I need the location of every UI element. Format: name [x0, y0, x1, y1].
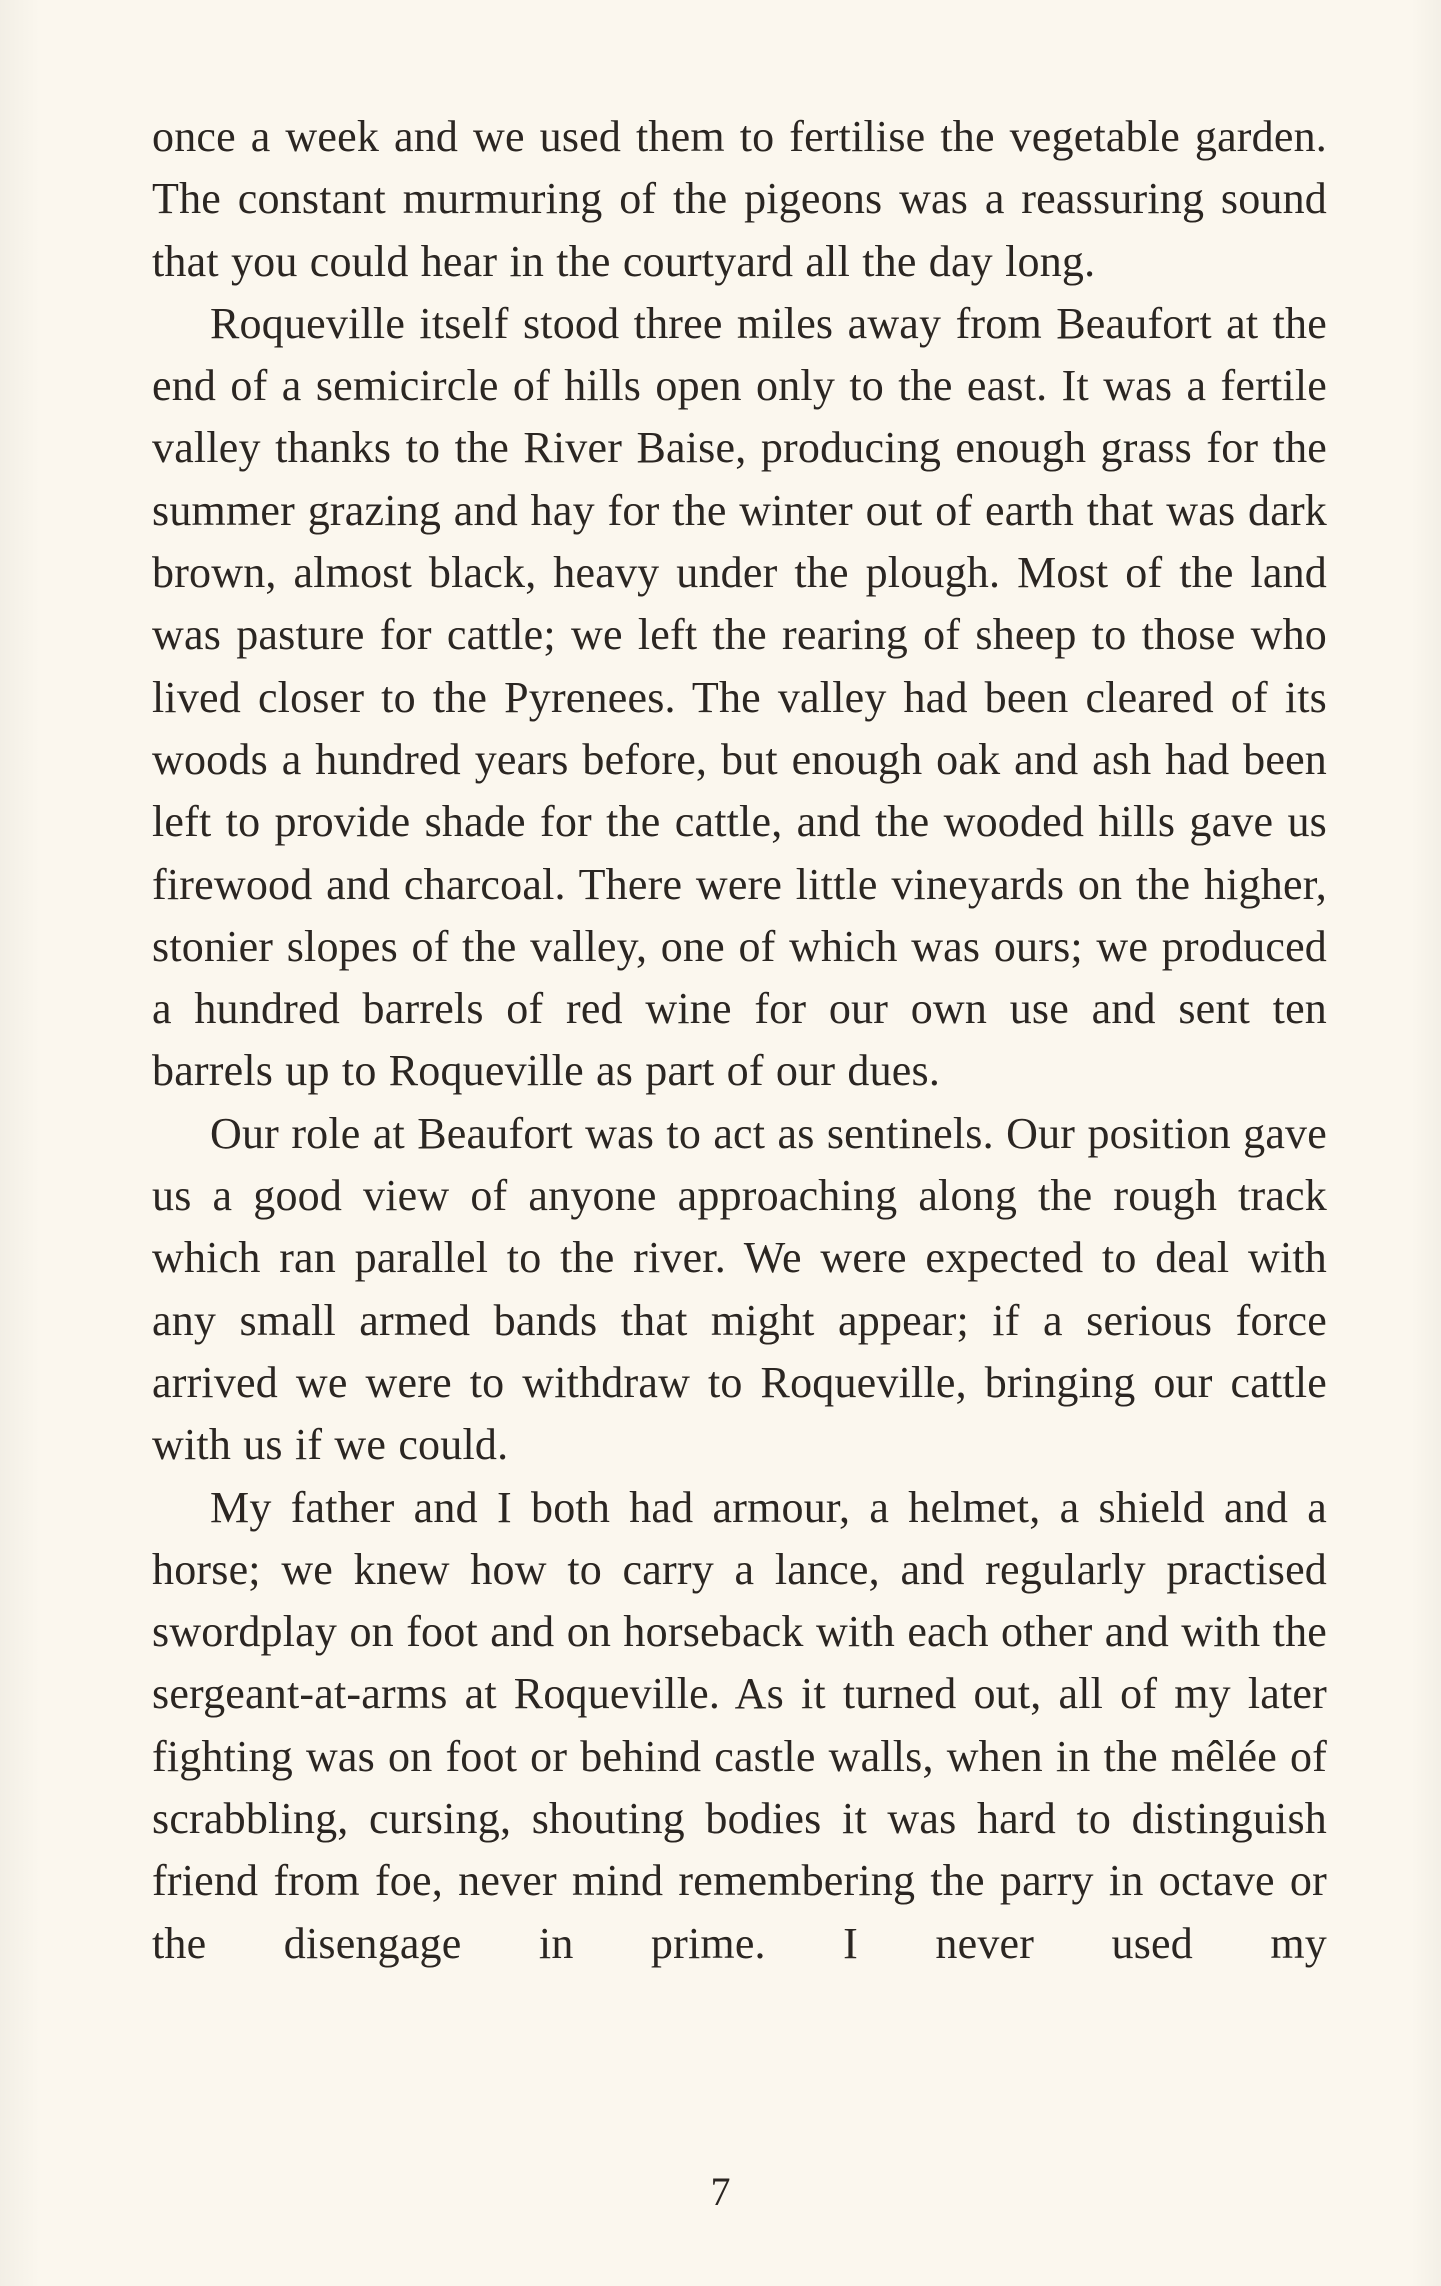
paragraph-2: Roqueville itself stood three miles away from Beaufort at the end of a semicircle of hills open only to the east. It was a fertile valley thanks to the River Baise, producing enough grass for the summer grazing and hay for the winter out of earth that was dark brown, almost black, heavy under the plough. Most of the land was pasture for cattle; we left the rearing of sheep to those who lived closer to the Pyrenees. The valley had been cleared of its woods a hundred years before, but enough oak and ash had been left to provide shade for the cattle, and the wooded hills gave us firewood and charcoal. There were little vineyards on the higher, stonier slopes of the valley, one of which was ours; we produced a hundred barrels of red wine for our own use and sent ten barrels up to Roqueville as part of our dues. [152, 298, 1327, 1096]
paragraph-4: My father and I both had armour, a helmet, a shield and a horse; we knew how to carry a lance, and regularly practised swordplay on foot and on horseback with each other and with the sergeant-at-arms at Roqueville. As it turned out, all of my later fighting was on foot or behind castle walls, when in the mêlée of scrabbling, cursing, shouting bodies it was hard to distinguish friend from foe, never mind remembering the parry in octave or the disengage in prime. I never used my [152, 1482, 1327, 1968]
page-number: 7 [710, 2169, 731, 2214]
paragraph-1: once a week and we used them to fertilise the vegetable garden. The constant murmuring of the pigeons was a reassuring sound that you could hear in the courtyard all the day long. [152, 112, 1327, 286]
paragraph-3: Our role at Beaufort was to act as sentinels. Our position gave us a good view of anyone approaching along the rough track which ran parallel to the river. We were expected to deal with any small armed bands that might appear; if a serious force arrived we were to withdraw to Roqueville, bringing our cattle with us if we could. [152, 1108, 1327, 1470]
body-text [152, 106, 1327, 1975]
